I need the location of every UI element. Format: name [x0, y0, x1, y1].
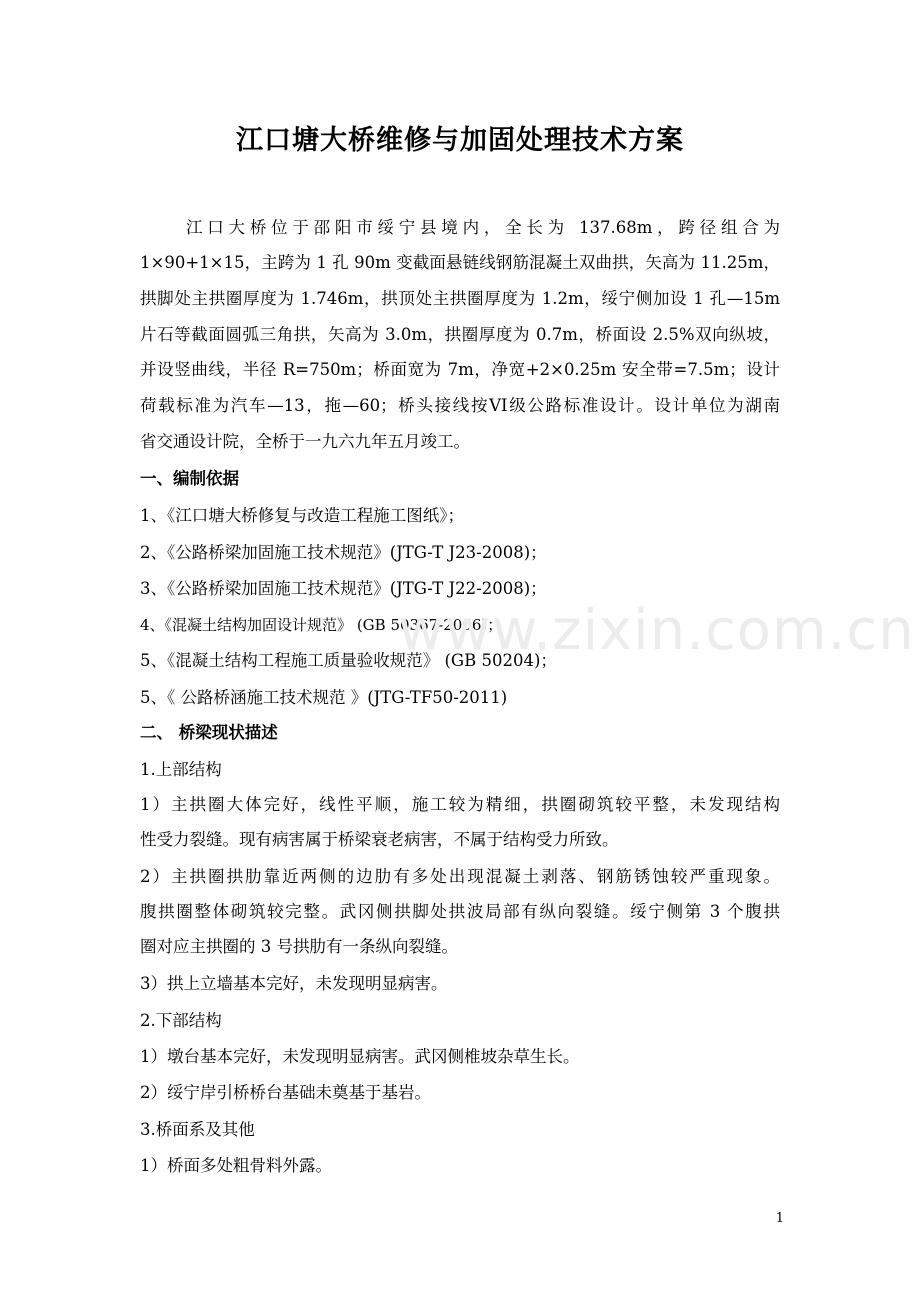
- document-title: 江口塘大桥维修与加固处理技术方案: [236, 125, 684, 156]
- status-line: 3.桥面系及其他: [140, 1120, 255, 1139]
- status-line: 2）主拱圈拱肋靠近两侧的边肋有多处出现混凝土剥落、钢筋锈蚀较严重现象。: [140, 867, 780, 886]
- basis-item: 3、《公路桥梁加固施工技术规范》(JTG-T J22-2008)；: [140, 579, 547, 598]
- basis-item: 2、《公路桥梁加固施工技术规范》(JTG-T J23-2008)；: [140, 543, 547, 562]
- intro-line: 片石等截面圆弧三角拱，矢高为 3.0m，拱圈厚度为 0.7m，桥面设 2.5%双向纵坡，: [140, 325, 780, 344]
- status-line: 性受力裂缝。现有病害属于桥梁衰老病害，不属于结构受力所致。: [140, 830, 619, 849]
- section-heading-status: 二、 桥梁现状描述: [140, 723, 278, 742]
- status-line: 2.下部结构: [140, 1011, 222, 1030]
- status-line: 圈对应主拱圈的 3 号拱肋有一条纵向裂缝。: [140, 937, 458, 956]
- status-line: 1）桥面多处粗骨料外露。: [140, 1156, 332, 1175]
- watermark: www.zixin.com.cn: [398, 598, 915, 663]
- intro-line: 省交通设计院，全桥于一九六九年五月竣工。: [140, 432, 470, 451]
- status-line: 1.上部结构: [140, 760, 222, 779]
- basis-item: 4、《混凝土结构加固设计规范》 (GB 50367-2006)；: [140, 616, 503, 634]
- status-line: 3）拱上立墙基本完好，未发现明显病害。: [140, 974, 448, 993]
- intro-line: 拱脚处主拱圈厚度为 1.746m，拱顶处主拱圈厚度为 1.2m，绥宁侧加设 1 孔—15m: [140, 289, 780, 308]
- intro-line: 荷载标准为汽车—13，拖—60；桥头接线按VI级公路标准设计。设计单位为湖南: [140, 396, 780, 415]
- intro-line: 江口大桥位于邵阳市绥宁县境内，全长为 137.68m，跨径组合为: [186, 218, 780, 237]
- status-line: 1）主拱圈大体完好，线性平顺，施工较为精细，拱圈砌筑较平整，未发现结构: [140, 795, 780, 814]
- status-line: 2）绥宁岸引桥桥台基础未奠基于基岩。: [140, 1083, 431, 1102]
- section-heading-basis: 一、编制依据: [140, 469, 239, 488]
- basis-item: 1、《江口塘大桥修复与改造工程施工图纸》；: [140, 506, 464, 525]
- basis-item: 5、《混凝土结构工程施工质量验收规范》 (GB 50204)；: [140, 651, 557, 670]
- status-line: 腹拱圈整体砌筑较完整。武冈侧拱脚处拱波局部有纵向裂缝。绥宁侧第 3 个腹拱: [140, 902, 780, 921]
- status-line: 1）墩台基本完好，未发现明显病害。武冈侧椎坡杂草生长。: [140, 1047, 580, 1066]
- intro-line: 1×90+1×15，主跨为 1 孔 90m 变截面悬链线钢筋混凝土双曲拱，矢高为 11.25m，: [140, 253, 780, 272]
- basis-item: 5、《 公路桥涵施工技术规范 》(JTG-TF50-2011): [140, 688, 508, 707]
- intro-line: 并设竖曲线，半径 R=750m；桥面宽为 7m，净宽+2×0.25m 安全带=7.5m；设计: [140, 360, 780, 379]
- page-number: 1: [775, 1211, 784, 1226]
